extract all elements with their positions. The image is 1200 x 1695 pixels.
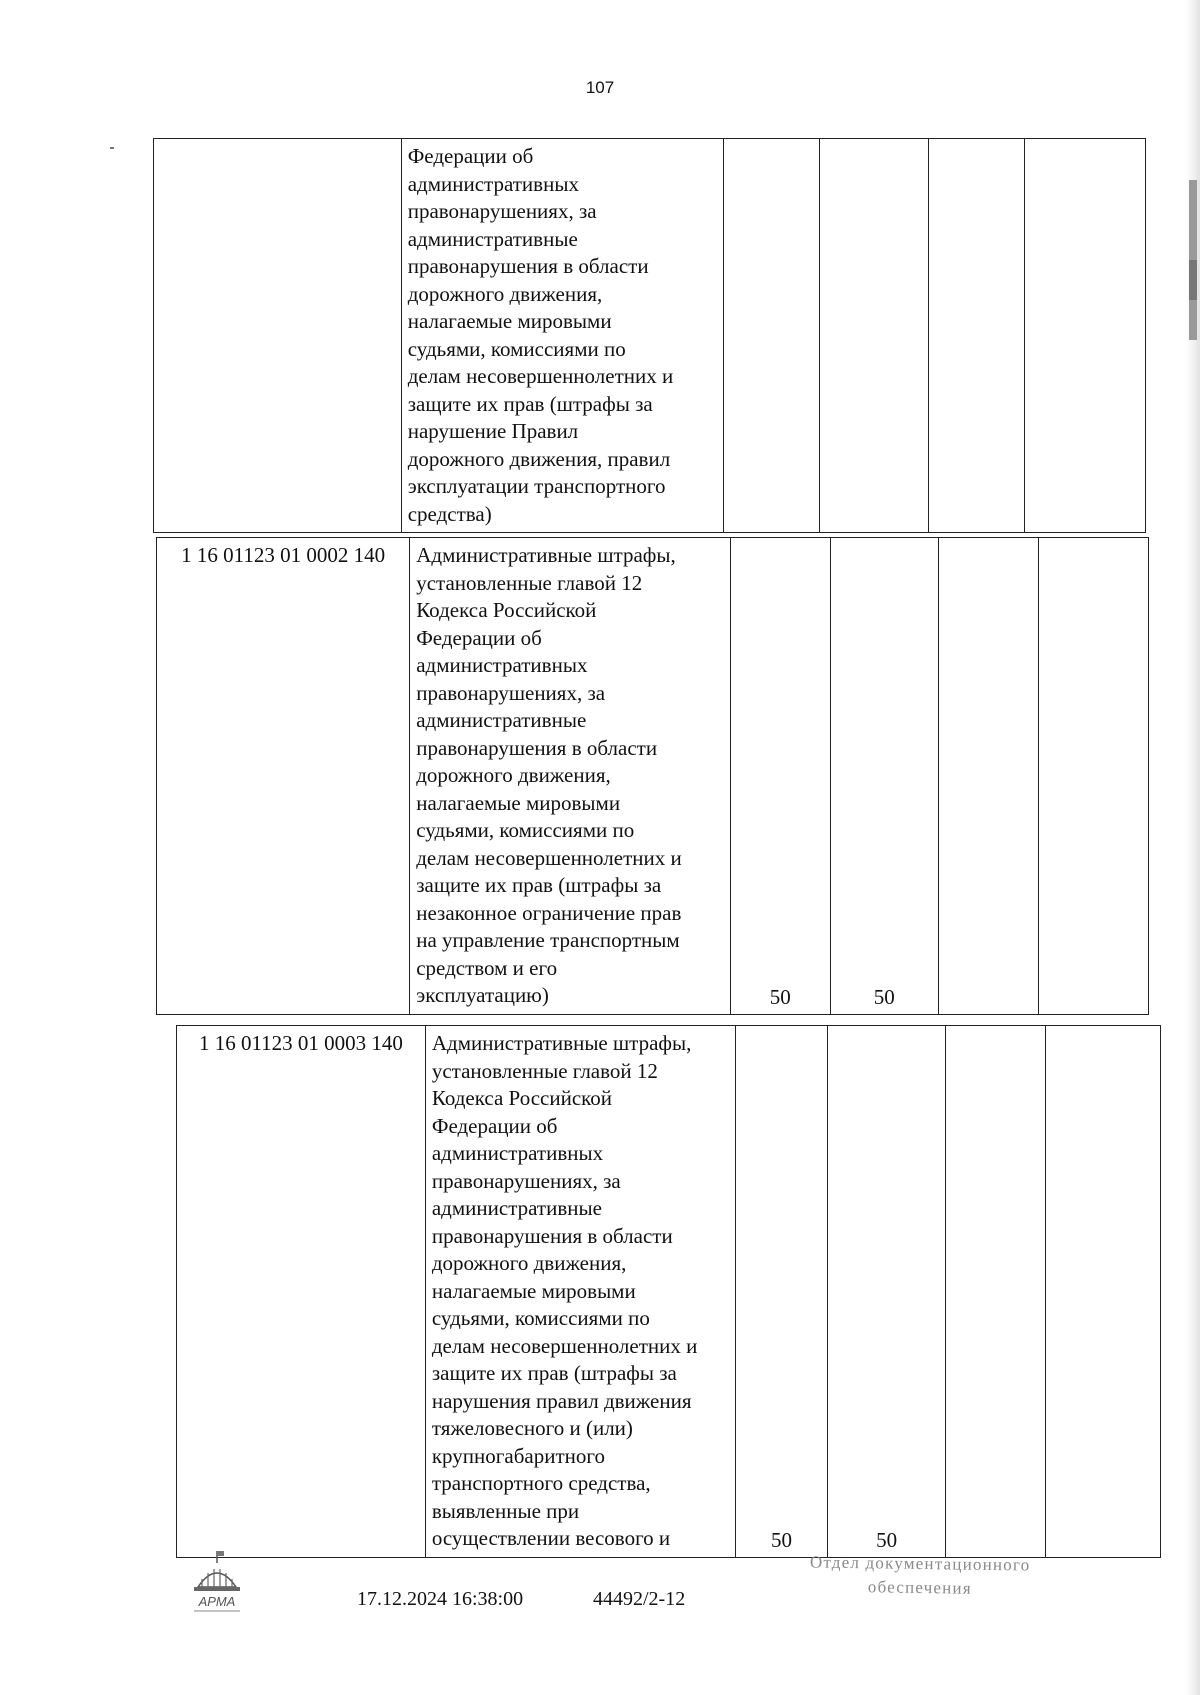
kbk-code-cell: 1 16 01123 01 0003 140 (177, 1026, 426, 1558)
table-row (177, 1026, 1161, 1558)
scan-edge (1186, 0, 1200, 1695)
footer-date-time: 17.12.2024 16:38:00 (357, 1588, 524, 1610)
amount-cell-4 (1024, 139, 1145, 533)
fees-table-part-1 (153, 138, 1146, 533)
scan-speck (110, 147, 114, 149)
department-stamp (770, 1550, 1071, 1602)
amount-cell-4 (1046, 1026, 1161, 1558)
footer-doc-number: 44492/2-12 (593, 1588, 686, 1610)
fees-table-part-2 (156, 537, 1149, 1015)
amount-cell-1: 50 (736, 1026, 828, 1558)
stamp-line-1: Отдел документационного (809, 1552, 1031, 1575)
arma-logo-icon (188, 1549, 246, 1619)
page-number: 107 (585, 78, 615, 97)
kbk-code-cell (154, 139, 402, 533)
amount-cell-3 (938, 538, 1038, 1015)
amount-cell-3 (929, 139, 1025, 533)
table-row (154, 139, 1146, 533)
amount-cell-2: 50 (827, 1026, 946, 1558)
amount-cell-1 (724, 139, 820, 533)
stamp-line-2: обеспечения (867, 1577, 972, 1598)
description-cell: Административные штрафы, установленные главой 12 Кодекса Российской Федерации об административных правонарушениях, за административные правонарушения в области дорожного движения, налагаемые мировыми судьями, комиссиями по делам несовершеннолетних и защите их прав (штрафы за нарушения правил движения тяжеловесного и (или) крупногабаритного транспортного средства, выявленные при осуществлении весового и (425, 1026, 735, 1558)
amount-cell-2 (820, 139, 929, 533)
logo-text: АРМА (198, 1594, 236, 1609)
fees-table-part-3 (176, 1025, 1161, 1558)
description-cell: Федерации об административных правонарушениях, за административные правонарушения в области дорожного движения, налагаемые мировыми судьями, комиссиями по делам несовершеннолетних и защите их прав (штрафы за нарушение Правил дорожного движения, правил эксплуатации транспортного средства) (401, 139, 724, 533)
amount-cell-4 (1038, 538, 1148, 1015)
amount-cell-3 (946, 1026, 1046, 1558)
description-cell: Административные штрафы, установленные главой 12 Кодекса Российской Федерации об административных правонарушениях, за административные правонарушения в области дорожного движения, налагаемые мировыми судьями, комиссиями по делам несовершеннолетних и защите их прав (штрафы за незаконное ограничение прав на управление транспортным средством и его эксплуатацию) (410, 538, 730, 1015)
kbk-code-cell: 1 16 01123 01 0002 140 (157, 538, 410, 1015)
table-row (157, 538, 1149, 1015)
amount-cell-1: 50 (730, 538, 830, 1015)
amount-cell-2: 50 (830, 538, 938, 1015)
